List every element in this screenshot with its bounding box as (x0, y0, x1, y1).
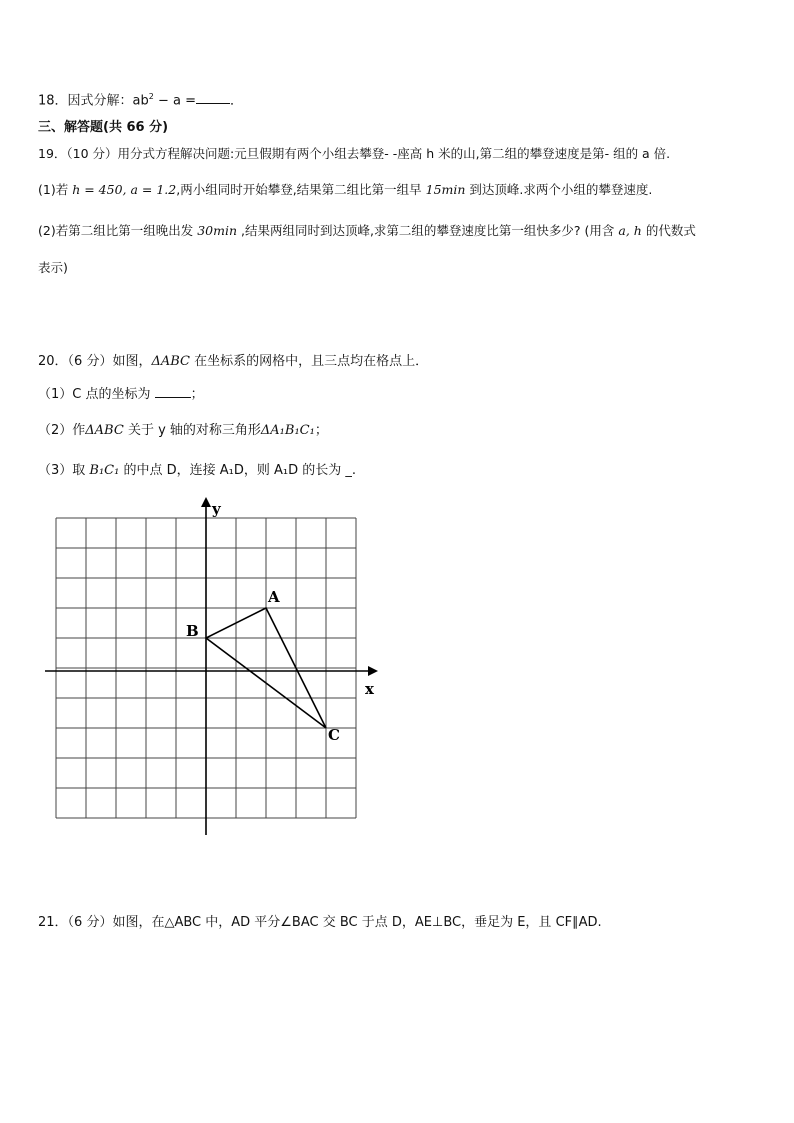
vertex-label-c: C (328, 726, 340, 744)
q20-p3-b: 的中点 D，连接 A₁D，则 A₁D 的长为 (119, 463, 346, 478)
q21-stem: 21．（6 分）如图，在△ABC 中，AD 平分∠BAC 交 BC 于点 D，AE⊥BC，垂足为 E，且 CF∥AD. (38, 915, 602, 930)
x-axis-label: x (365, 680, 374, 698)
y-axis-arrowhead (201, 497, 211, 507)
q19-p1-c: 到达顶峰.求两个小组的攀登速度. (465, 182, 653, 197)
q20-p3-math: B₁C₁ (89, 463, 120, 478)
q19-p1-math2: 15min (425, 182, 466, 197)
q20-stem-b: 在坐标系的网格中，且三点均在格点上． (189, 354, 429, 369)
q20-p2-a: （2）作 (38, 423, 86, 438)
q18-line (38, 88, 243, 110)
coordinate-grid-figure (40, 495, 390, 845)
q19-stem: 19．（10 分）用分式方程解决问题:元旦假期有两个小组去攀登- -座高 h 米的山,第二组的攀登速度是第- 组的 a 倍. (38, 146, 671, 161)
q19-p2-a: (2)若第二组比第一组晚出发 (38, 223, 198, 238)
q20-part1 (38, 385, 204, 404)
q20-p3-end: _. (345, 463, 357, 478)
q19-part2-cont: 表示) (38, 260, 68, 275)
q18-expr-exp: 2 (148, 92, 154, 101)
q20-p2-math2: ΔA₁B₁C₁ (260, 423, 315, 438)
q20-p1-text: （1）C 点的坐标为 (38, 387, 155, 402)
q20-stem-a: 20．（6 分）如图， (38, 354, 152, 369)
vertex-label-a: A (268, 588, 280, 606)
q18-answer-blank (196, 91, 230, 104)
q20-p1-end: ； (190, 387, 204, 402)
y-axis-label: y (212, 500, 221, 518)
vertex-label-b: B (186, 622, 199, 640)
x-axis-arrowhead (368, 666, 378, 676)
q20-p2-math1: ΔABC (85, 423, 124, 438)
q20-part3 (38, 462, 356, 480)
q19-p1-math1: h = 450, a = 1.2 (72, 182, 177, 197)
q18-expr-a: ab (132, 93, 149, 109)
q19-p2-c: 的代数式 (641, 223, 696, 238)
q19-part2 (38, 222, 696, 240)
q19-p2-math2: a, h (618, 223, 642, 238)
q20-stem-math: ΔABC (151, 354, 190, 369)
q18-prefix: 18．因式分解： (38, 93, 133, 109)
q20-p2-b: 关于 y 轴的对称三角形 (123, 423, 261, 438)
q19-p1-b: ,两小组同时开始攀登,结果第二组比第一组早 (176, 182, 426, 197)
q19-p2-b: ,结果两组同时到达顶峰,求第二组的攀登速度比第一组快多少? (用含 (237, 223, 619, 238)
q20-p2-c: ； (314, 423, 328, 438)
q18-suffix: ． (230, 93, 244, 109)
q19-part1 (38, 181, 652, 199)
q20-p1-blank (155, 385, 191, 398)
q20-stem (38, 353, 428, 371)
q20-part2 (38, 422, 328, 440)
q19-p2-math1: 30min (197, 223, 237, 238)
section-3-heading: 三、解答题(共 66 分) (38, 120, 169, 135)
q18-expr-rest: − a = (153, 93, 197, 109)
q20-p3-a: （3）取 (38, 463, 90, 478)
q19-p1-a: (1)若 (38, 182, 73, 197)
